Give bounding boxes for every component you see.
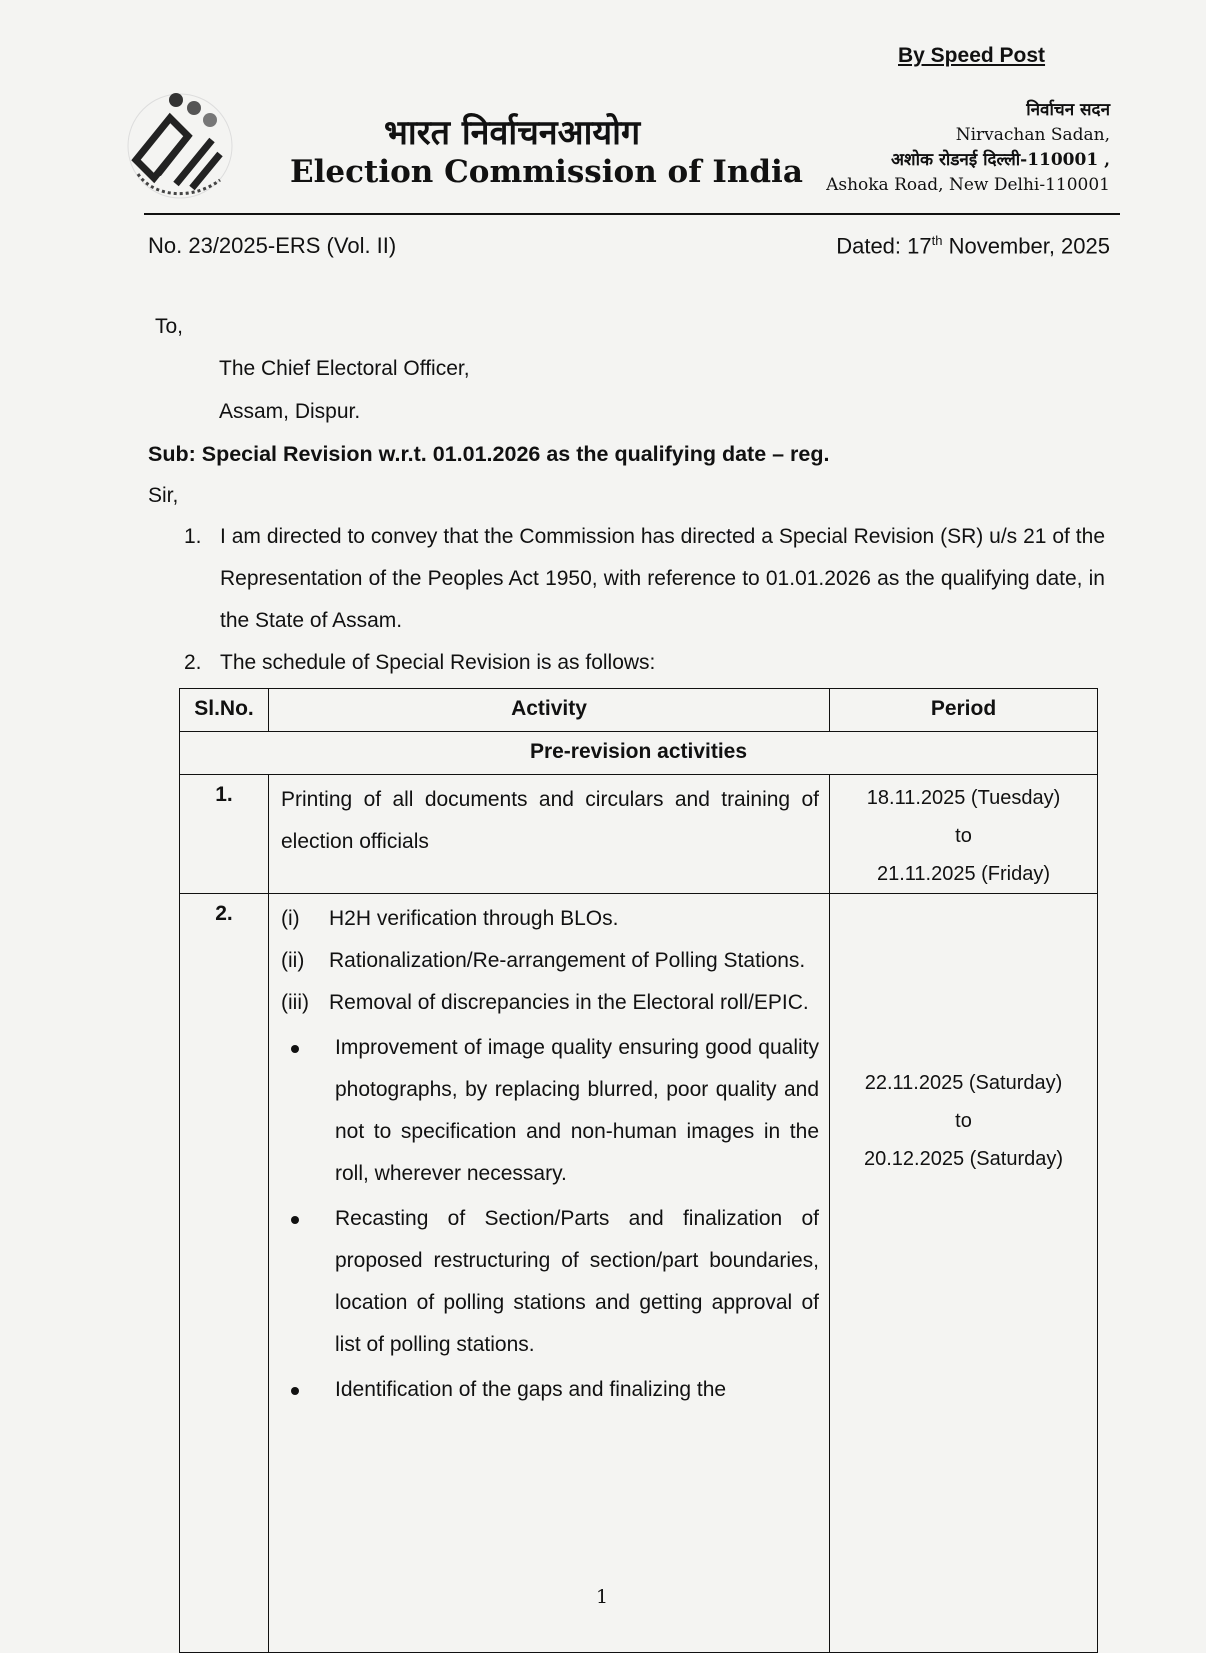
sub-item-label: (i)	[281, 907, 300, 930]
sub-item-text: Rationalization/Re-arrangement of Polling Stations.	[329, 949, 806, 972]
period-to: 20.12.2025 (Saturday)	[863, 1148, 1064, 1170]
address-building-hindi: निर्वाचन सदन	[1026, 100, 1110, 120]
period-from: 22.11.2025 (Saturday)	[864, 1072, 1063, 1094]
paragraph-1	[184, 516, 1105, 642]
row-activity: Printing of all documents and circulars and training of election officials	[269, 775, 830, 894]
date-suffix: November, 2025	[942, 233, 1110, 259]
date-prefix: Dated: 17	[836, 233, 932, 259]
table-row	[180, 775, 1098, 894]
header-period: Period	[830, 689, 1098, 732]
salutation: Sir,	[148, 484, 179, 507]
to-label: To,	[155, 315, 184, 338]
address-building-english: Nirvachan Sadan,	[955, 125, 1110, 145]
period-to: 21.11.2025 (Friday)	[876, 863, 1051, 885]
org-name-hindi: भारत निर्वाचनआयोग	[384, 113, 641, 153]
row-sl-no: 2.	[180, 894, 269, 1653]
sub-item-text: H2H verification through BLOs.	[329, 907, 619, 930]
row-activity	[269, 894, 830, 1653]
recipient-line-2: Assam, Dispur.	[219, 400, 361, 423]
paragraph-text: I am directed to convey that the Commission has directed a Special Revision (SR) u/s 21 of the Representation of the Peoples Act 1950, with reference to 01.01.2026 as the qualifying date, in the State of Assam.	[220, 525, 1105, 632]
header-divider	[144, 213, 1120, 215]
table-row	[180, 894, 1098, 1653]
activity-bullet: Improvement of image quality ensuring good quality photographs, by replacing blurred, poor quality and not to specification and non-human images in the roll, wherever necessary.	[281, 1027, 819, 1195]
sub-item-label: (iii)	[281, 991, 309, 1014]
reference-number: No. 23/2025-ERS (Vol. II)	[148, 233, 397, 258]
paragraph-number: 1.	[184, 525, 202, 548]
section-title: Pre-revision activities	[180, 732, 1098, 775]
row-period	[830, 775, 1098, 894]
header-sl-no: Sl.No.	[180, 689, 269, 732]
paragraph-text: The schedule of Special Revision is as follows:	[220, 651, 656, 674]
subject-line: Sub: Special Revision w.r.t. 01.01.2026 as the qualifying date – reg.	[148, 442, 830, 466]
activity-sub-item	[281, 898, 819, 940]
paragraph-number: 2.	[184, 651, 202, 674]
period-to-word: to	[955, 1110, 972, 1132]
activity-sub-item	[281, 982, 819, 1024]
header-activity: Activity	[269, 689, 830, 732]
org-address	[790, 98, 1110, 198]
activity-bullet: Recasting of Section/Parts and finalization of proposed restructuring of section/part boundaries, location of polling stations and getting approval of list of polling stations.	[281, 1198, 819, 1366]
table-section-row	[180, 732, 1098, 775]
page-number: 1	[596, 1586, 609, 1608]
address-street-english: Ashoka Road, New Delhi-110001	[826, 175, 1110, 195]
dispatch-mode: By Speed Post	[898, 44, 1046, 67]
activity-sub-item	[281, 940, 819, 982]
period-from: 18.11.2025 (Tuesday)	[866, 787, 1061, 809]
sub-item-label: (ii)	[281, 949, 305, 972]
eci-logo-icon	[124, 90, 236, 202]
paragraph-2	[184, 642, 1105, 684]
address-street-hindi: अशोक रोडनई दिल्ली-110001 ,	[891, 150, 1110, 170]
sub-item-text: Removal of discrepancies in the Electoral roll/EPIC.	[329, 991, 809, 1014]
schedule-table	[179, 688, 1098, 1653]
period-to-word: to	[955, 825, 972, 847]
row-period	[830, 894, 1098, 1653]
letter-date	[836, 233, 1110, 259]
table-header-row	[180, 689, 1098, 732]
activity-bullet: Identification of the gaps and finalizing the	[281, 1369, 819, 1411]
row-sl-no: 1.	[180, 775, 269, 894]
recipient-line-1: The Chief Electoral Officer,	[219, 357, 470, 380]
org-name-english: Election Commission of India	[290, 154, 803, 190]
date-ordinal: th	[931, 233, 943, 248]
